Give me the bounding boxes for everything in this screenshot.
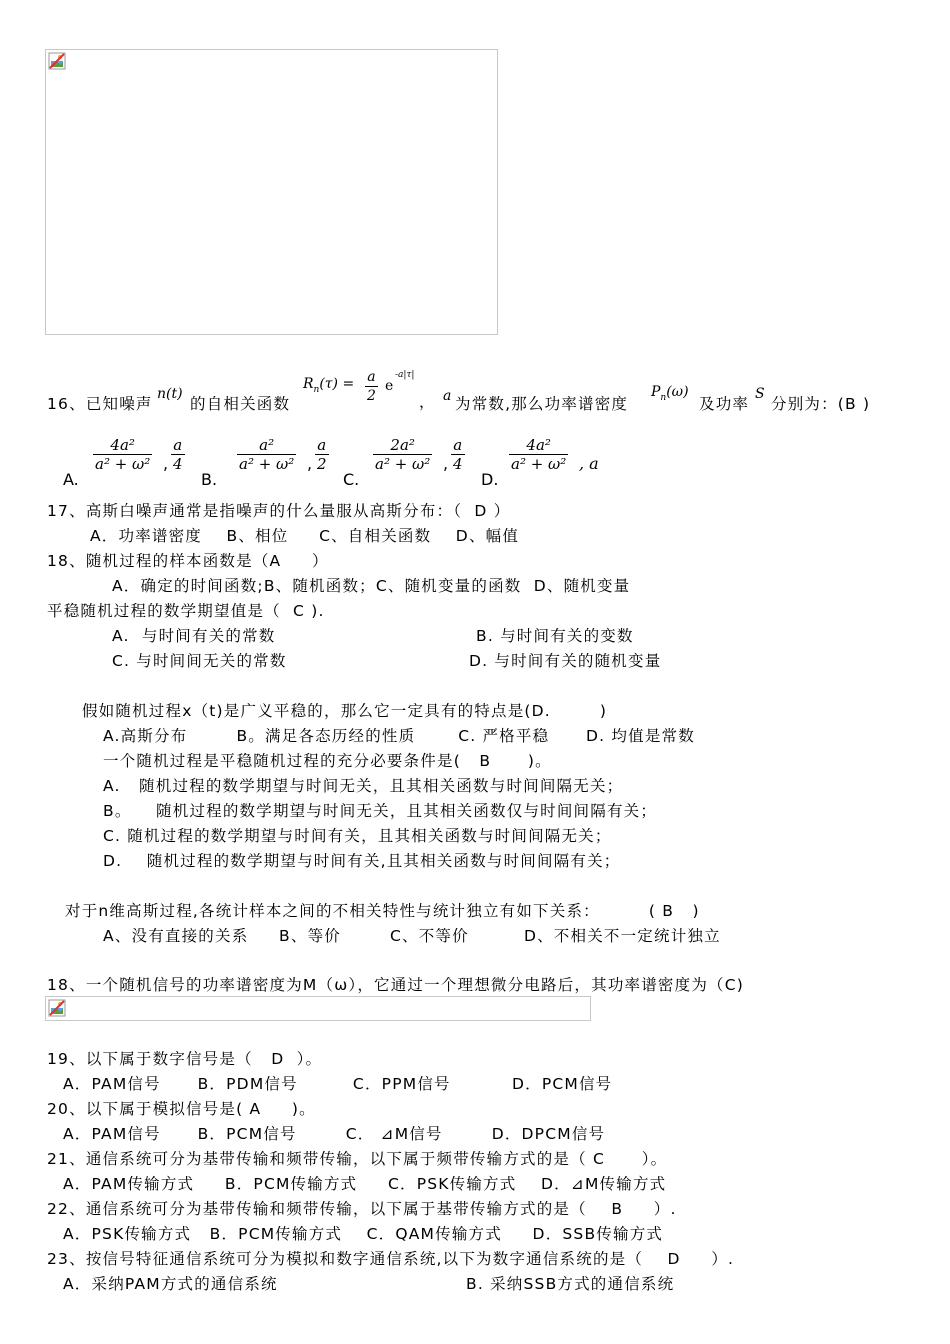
q16-formula-lhs — [303, 376, 354, 395]
option-a: A. 与时间有关的常数 — [112, 627, 276, 645]
q-gaussian-independence: 对于n维高斯过程,各统计样本之间的不相关特性与统计独立有如下关系： ( B ) — [65, 902, 700, 920]
option-frac — [509, 436, 568, 473]
q18-options: A．确定的时间函数;B、随机函数；C、随机变量的函数 D、随机变量 — [112, 577, 631, 595]
q17-question: 17、高斯白噪声通常是指噪声的什么量服从高斯分布：（ D ） — [47, 502, 511, 520]
frac-num: a — [315, 436, 329, 455]
option-frac2 — [315, 436, 329, 473]
option-tail: , a — [579, 454, 599, 473]
frac-den: a² + ω² — [95, 455, 151, 473]
condition-option-d: D. 随机过程的数学期望与时间有关,且其相关函数与时间间隔有关； — [103, 852, 621, 870]
condition-option-b: B。 随机过程的数学期望与时间无关，且其相关函数仅与时间间隔有关； — [103, 802, 658, 820]
q-stationary-condition: 一个随机过程是平稳随机过程的充分必要条件是( B )。 — [103, 752, 552, 770]
broken-image-icon — [48, 52, 66, 70]
q16-noise: n(t) — [157, 386, 183, 402]
option-label: D. — [481, 470, 499, 489]
frac-num: a — [451, 436, 465, 455]
P-sub: n — [660, 392, 667, 403]
q16-formula-frac — [365, 368, 378, 405]
q19-options: A．PAM信号 B．PDM信号 C．PPM信号 D．PCM信号 — [63, 1075, 613, 1093]
option-frac — [237, 436, 296, 473]
frac-num: a² — [237, 436, 296, 455]
q16-mid: 的自相关函数 — [190, 395, 291, 413]
q16-option-a — [63, 432, 203, 488]
q16-text4: 分别为：(B ) — [771, 395, 871, 413]
q-gaussian-options: A、没有直接的关系 B、等价 C、不等价 D、不相关不一定统计独立 — [103, 927, 721, 945]
q16-option-c — [343, 432, 483, 488]
q16-option-b — [201, 432, 341, 488]
option-comma: , — [443, 454, 449, 473]
q19-question: 19、以下属于数字信号是（ D ）。 — [47, 1050, 323, 1068]
q20-question: 20、以下属于模拟信号是( A )。 — [47, 1100, 316, 1118]
option-label: A. — [63, 470, 79, 489]
frac-num: 4a² — [509, 436, 568, 455]
q18b-question: 18、一个随机信号的功率谱密度为M（ω），它通过一个理想微分电路后，其功率谱密度为（C) — [47, 976, 744, 994]
q23-option-b: B. 采纳SSB方式的通信系统 — [466, 1275, 675, 1293]
q17-options: A．功率谱密度 B、相位 C、自相关函数 D、幅值 — [90, 527, 520, 545]
q22-question: 22、通信系统可分为基带传输和频带传输，以下属于基带传输方式的是（ B ）. — [47, 1200, 677, 1218]
frac-den: a² + ω² — [239, 455, 295, 473]
formula-R-sub: n — [313, 384, 320, 395]
question-16 — [47, 368, 927, 418]
q-stationary-mean: 平稳随机过程的数学期望值是（ C ). — [47, 602, 325, 620]
formula-R: R — [303, 376, 314, 392]
broken-image-icon — [48, 999, 66, 1017]
q16-text2: 为常数,那么功率谱密度 — [455, 395, 629, 413]
q20-options: A．PAM信号 B．PCM信号 C． ⊿M信号 D．DPCM信号 — [63, 1125, 606, 1143]
q16-comma: ， — [419, 393, 436, 411]
frac-num: a — [171, 436, 185, 455]
option-d: D. 与时间有关的随机变量 — [469, 652, 662, 670]
option-frac — [93, 436, 152, 473]
frac-den: 2 — [317, 455, 327, 473]
q23-question: 23、按信号特征通信系统可分为模拟和数字通信系统,以下为数字通信系统的是（ D ）. — [47, 1250, 735, 1268]
frac-num: 2a² — [373, 436, 432, 455]
option-frac2 — [171, 436, 185, 473]
q-wide-sense: 假如随机过程x（t)是广义平稳的，那么它一定具有的特点是(D. ) — [82, 702, 608, 720]
q18-question: 18、随机过程的样本函数是（A ） — [47, 552, 329, 570]
formula-R-arg: (τ) = — [319, 376, 355, 392]
option-label: C. — [343, 470, 360, 489]
q21-options: A．PAM传输方式 B．PCM传输方式 C．PSK传输方式 D．⊿M传输方式 — [63, 1175, 667, 1193]
option-comma: , — [307, 454, 313, 473]
q16-frac-den: 2 — [367, 388, 376, 404]
option-comma: , — [163, 454, 169, 473]
q16-exp: e — [385, 378, 394, 394]
frac-den: a² + ω² — [511, 455, 567, 473]
q-wide-sense-options: A.高斯分布 B。满足各态历经的性质 C. 严格平稳 D. 均值是常数 — [103, 727, 695, 745]
q16-frac-num: a — [365, 368, 378, 387]
q23-option-a: A．采纳PAM方式的通信系统 — [63, 1275, 278, 1293]
condition-option-c: C. 随机过程的数学期望与时间有关，且其相关函数与时间间隔无关； — [103, 827, 612, 845]
option-c: C. 与时间间无关的常数 — [112, 652, 287, 670]
q16-S: S — [755, 386, 765, 402]
option-frac2 — [451, 436, 465, 473]
P-arg: (ω) — [666, 384, 689, 400]
q16-a: a — [443, 388, 452, 404]
frac-num: 4a² — [93, 436, 152, 455]
option-b: B. 与时间有关的变数 — [476, 627, 634, 645]
q16-exp-sup: -a|τ| — [395, 370, 415, 380]
condition-option-a: A. 随机过程的数学期望与时间无关，且其相关函数与时间间隔无关； — [103, 777, 624, 795]
q16-text3: 及功率 — [699, 395, 750, 413]
q16-prefix: 16、已知噪声 — [47, 395, 153, 413]
q16-option-d — [481, 432, 621, 488]
frac-den: 4 — [453, 455, 463, 473]
frac-den: a² + ω² — [375, 455, 431, 473]
broken-image-top — [45, 49, 498, 335]
option-frac — [373, 436, 432, 473]
frac-den: 4 — [173, 455, 183, 473]
q21-question: 21、通信系统可分为基带传输和频带传输，以下属于频带传输方式的是（ C ）。 — [47, 1150, 668, 1168]
q16-P — [651, 384, 689, 403]
broken-image-answer — [45, 996, 591, 1021]
option-label: B. — [201, 470, 218, 489]
P-symbol: P — [651, 384, 661, 400]
q22-options: A．PSK传输方式 B．PCM传输方式 C．QAM传输方式 D．SSB传输方式 — [63, 1225, 664, 1243]
